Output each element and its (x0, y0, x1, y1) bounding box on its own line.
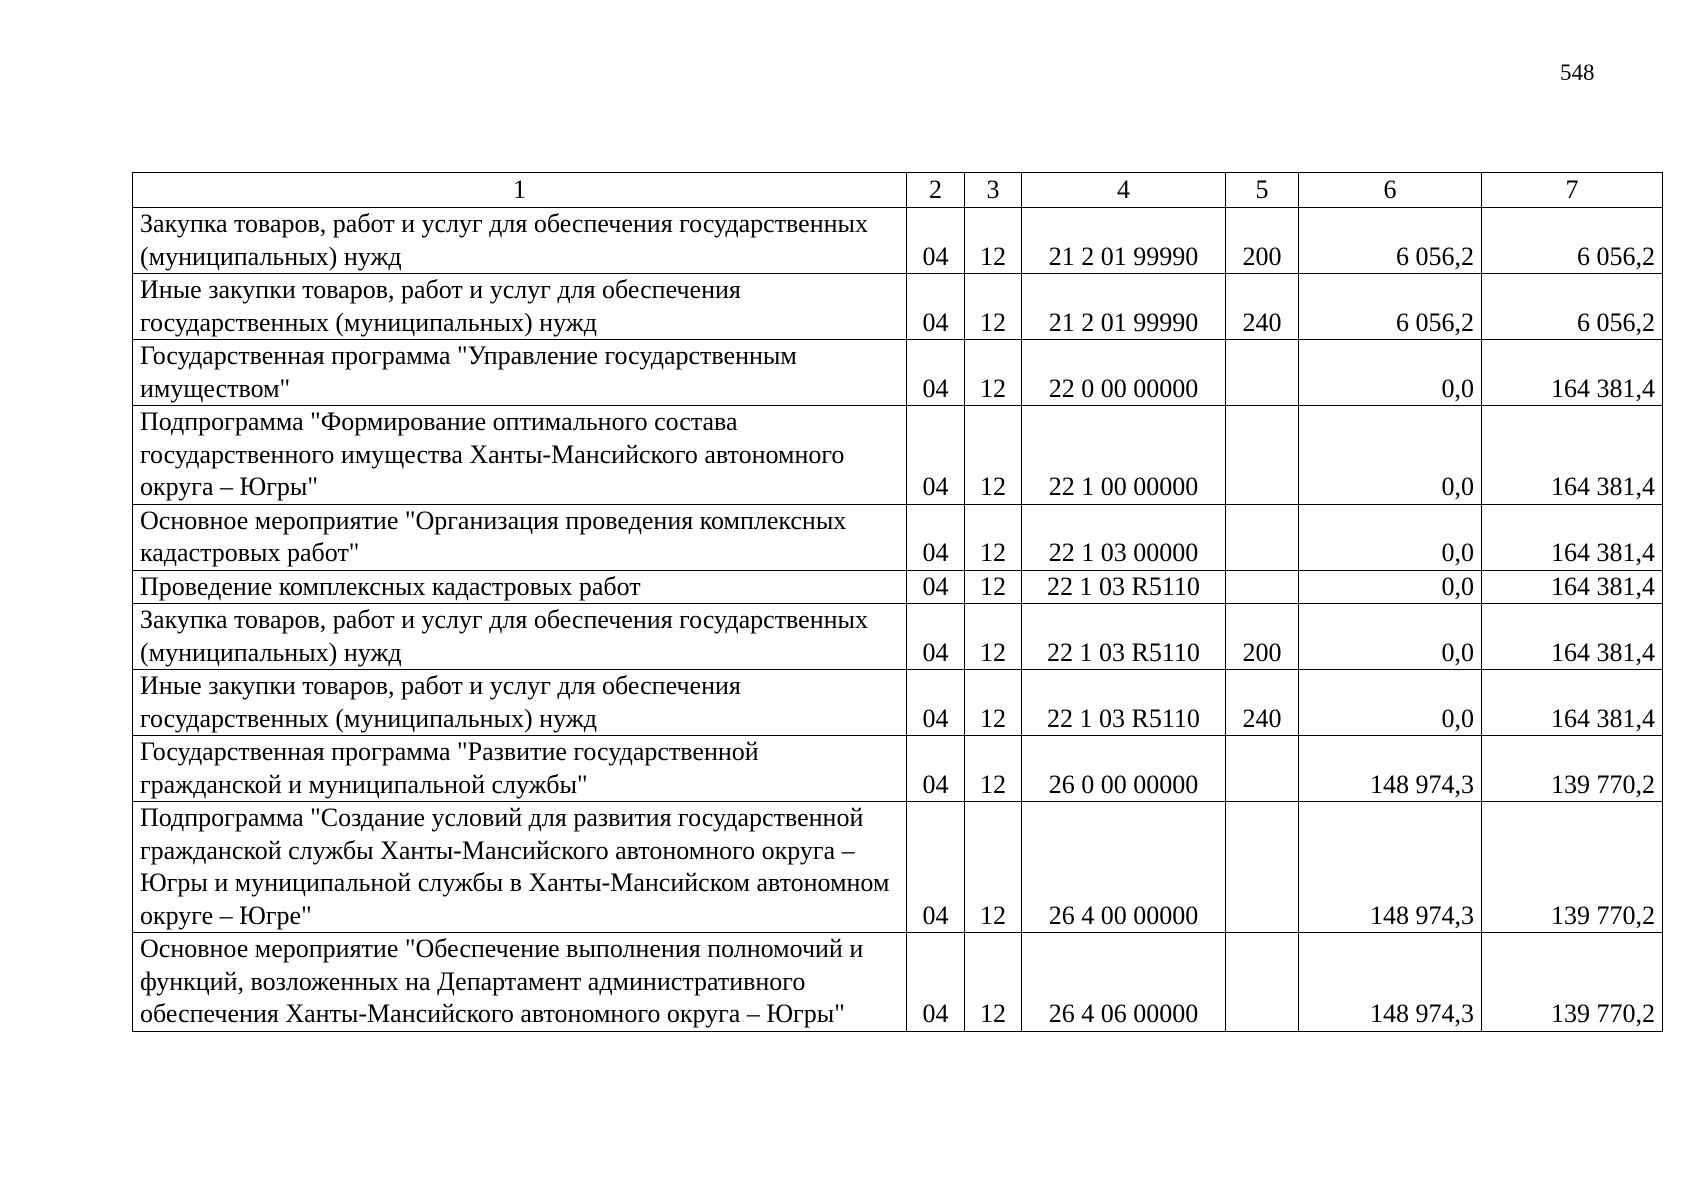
table-row (133, 736, 1663, 802)
row-amount-1: 6 056,2 (1299, 208, 1482, 274)
column-header: 3 (965, 173, 1022, 208)
row-target-code: 26 0 00 00000 (1022, 736, 1226, 802)
row-expense-type (1226, 406, 1299, 505)
row-target-code: 26 4 00 00000 (1022, 802, 1226, 933)
row-expense-type (1226, 504, 1299, 570)
row-section: 04 (907, 933, 965, 1032)
row-name: Иные закупки товаров, работ и услуг для обеспечения государственных (муниципальных) нужд (133, 670, 907, 736)
table-row (133, 274, 1663, 340)
row-expense-type: 200 (1226, 208, 1299, 274)
row-expense-type: 240 (1226, 670, 1299, 736)
row-target-code: 22 0 00 00000 (1022, 340, 1226, 406)
row-section: 04 (907, 208, 965, 274)
row-subsection: 12 (965, 604, 1022, 670)
row-amount-2: 164 381,4 (1482, 504, 1663, 570)
row-name: Закупка товаров, работ и услуг для обеспечения государственных (муниципальных) нужд (133, 604, 907, 670)
column-header: 7 (1482, 173, 1663, 208)
page-number: 548 (1560, 60, 1595, 85)
row-amount-1: 0,0 (1299, 340, 1482, 406)
row-target-code: 22 1 03 R5110 (1022, 570, 1226, 604)
row-name: Подпрограмма "Создание условий для развития государственной гражданской службы Ханты-Мансийского автономного округа – Югры и муниципальной службы в Ханты-Мансийском автономном округе – Югре" (133, 802, 907, 933)
table-row (133, 570, 1663, 604)
table-row (133, 208, 1663, 274)
row-amount-2: 6 056,2 (1482, 274, 1663, 340)
row-name: Проведение комплексных кадастровых работ (133, 570, 907, 604)
row-section: 04 (907, 604, 965, 670)
budget-table (132, 172, 1663, 1032)
row-section: 04 (907, 802, 965, 933)
row-name: Основное мероприятие "Организация проведения комплексных кадастровых работ" (133, 504, 907, 570)
row-target-code: 21 2 01 99990 (1022, 208, 1226, 274)
row-amount-1: 0,0 (1299, 670, 1482, 736)
column-header: 2 (907, 173, 965, 208)
row-amount-1: 0,0 (1299, 406, 1482, 505)
table-row (133, 340, 1663, 406)
row-name: Основное мероприятие "Обеспечение выполнения полномочий и функций, возложенных на Департамент административного обеспечения Ханты-Мансийского автономного округа – Югры" (133, 933, 907, 1032)
row-expense-type (1226, 340, 1299, 406)
row-amount-2: 6 056,2 (1482, 208, 1663, 274)
row-expense-type (1226, 933, 1299, 1032)
row-subsection: 12 (965, 736, 1022, 802)
table-row (133, 406, 1663, 505)
row-amount-1: 0,0 (1299, 570, 1482, 604)
row-amount-2: 139 770,2 (1482, 736, 1663, 802)
row-amount-2: 164 381,4 (1482, 604, 1663, 670)
row-section: 04 (907, 340, 965, 406)
table-row (133, 504, 1663, 570)
row-amount-2: 164 381,4 (1482, 670, 1663, 736)
row-target-code: 22 1 00 00000 (1022, 406, 1226, 505)
row-expense-type (1226, 802, 1299, 933)
row-section: 04 (907, 274, 965, 340)
row-expense-type (1226, 736, 1299, 802)
row-amount-2: 139 770,2 (1482, 933, 1663, 1032)
row-subsection: 12 (965, 570, 1022, 604)
row-section: 04 (907, 670, 965, 736)
row-amount-2: 164 381,4 (1482, 340, 1663, 406)
column-header: 4 (1022, 173, 1226, 208)
row-name: Закупка товаров, работ и услуг для обеспечения государственных (муниципальных) нужд (133, 208, 907, 274)
row-amount-1: 0,0 (1299, 604, 1482, 670)
row-subsection: 12 (965, 933, 1022, 1032)
row-target-code: 26 4 06 00000 (1022, 933, 1226, 1032)
row-amount-1: 148 974,3 (1299, 933, 1482, 1032)
row-amount-1: 148 974,3 (1299, 802, 1482, 933)
row-amount-1: 148 974,3 (1299, 736, 1482, 802)
row-subsection: 12 (965, 406, 1022, 505)
row-expense-type: 200 (1226, 604, 1299, 670)
row-amount-1: 0,0 (1299, 504, 1482, 570)
row-subsection: 12 (965, 208, 1022, 274)
row-subsection: 12 (965, 802, 1022, 933)
row-amount-2: 164 381,4 (1482, 406, 1663, 505)
row-subsection: 12 (965, 340, 1022, 406)
row-subsection: 12 (965, 504, 1022, 570)
row-name: Подпрограмма "Формирование оптимального состава государственного имущества Ханты-Мансийского автономного округа – Югры" (133, 406, 907, 505)
table-row (133, 933, 1663, 1032)
row-expense-type: 240 (1226, 274, 1299, 340)
table-row (133, 802, 1663, 933)
table-row (133, 604, 1663, 670)
row-name: Иные закупки товаров, работ и услуг для обеспечения государственных (муниципальных) нужд (133, 274, 907, 340)
row-target-code: 22 1 03 R5110 (1022, 604, 1226, 670)
column-header: 6 (1299, 173, 1482, 208)
table-row (133, 670, 1663, 736)
header-row (133, 173, 1663, 208)
row-target-code: 22 1 03 00000 (1022, 504, 1226, 570)
row-section: 04 (907, 736, 965, 802)
row-target-code: 22 1 03 R5110 (1022, 670, 1226, 736)
row-expense-type (1226, 570, 1299, 604)
row-amount-2: 139 770,2 (1482, 802, 1663, 933)
row-section: 04 (907, 504, 965, 570)
row-name: Государственная программа "Управление государственным имуществом" (133, 340, 907, 406)
row-amount-1: 6 056,2 (1299, 274, 1482, 340)
row-amount-2: 164 381,4 (1482, 570, 1663, 604)
column-header: 1 (133, 173, 907, 208)
column-header: 5 (1226, 173, 1299, 208)
row-subsection: 12 (965, 670, 1022, 736)
row-subsection: 12 (965, 274, 1022, 340)
row-section: 04 (907, 570, 965, 604)
row-section: 04 (907, 406, 965, 505)
row-name: Государственная программа "Развитие государственной гражданской и муниципальной службы" (133, 736, 907, 802)
row-target-code: 21 2 01 99990 (1022, 274, 1226, 340)
